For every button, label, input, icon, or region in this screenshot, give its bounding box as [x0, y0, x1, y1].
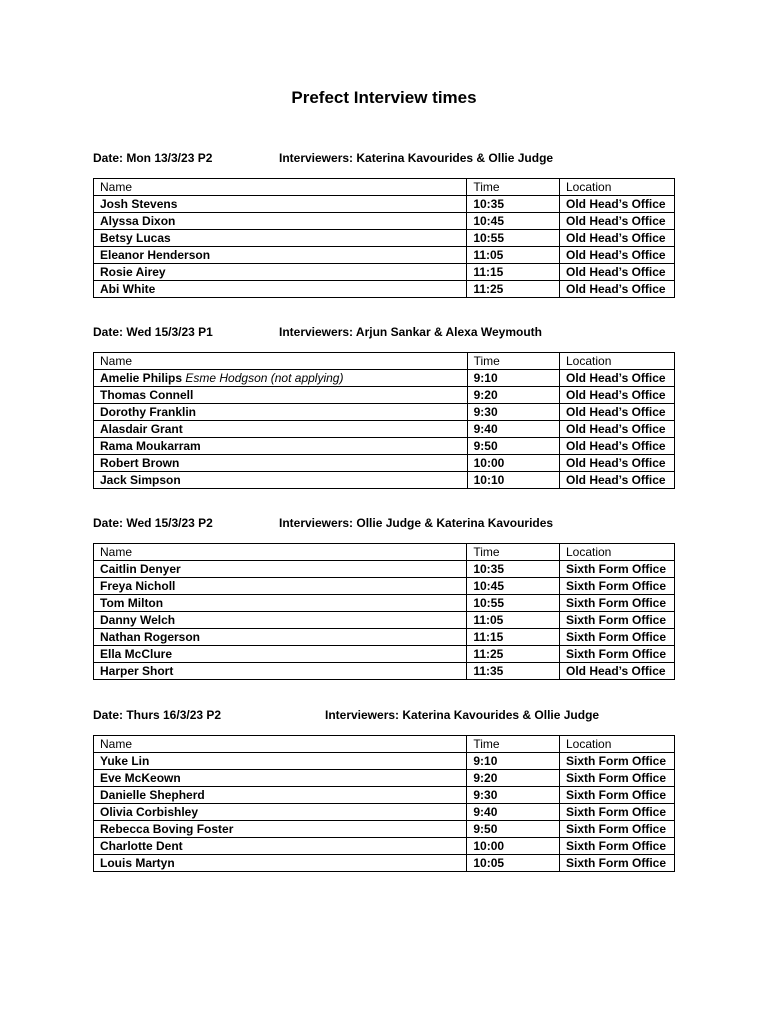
table-row: [94, 370, 675, 387]
location-cell: Sixth Form Office: [559, 595, 674, 612]
name-note: Esme Hodgson (not applying): [185, 371, 344, 385]
location-cell: Sixth Form Office: [559, 629, 674, 646]
column-header-time: Time: [467, 736, 560, 753]
time-cell: 11:05: [467, 612, 560, 629]
time-cell: 11:05: [467, 247, 560, 264]
location-cell: Old Head’s Office: [560, 230, 675, 247]
name-cell: Nathan Rogerson: [94, 629, 467, 646]
location-cell: Sixth Form Office: [560, 855, 675, 872]
table-row: [94, 838, 675, 855]
location-cell: Sixth Form Office: [560, 787, 675, 804]
page-title: Prefect Interview times: [291, 88, 477, 107]
name-cell: Olivia Corbishley: [94, 804, 467, 821]
table-row: [94, 421, 675, 438]
time-cell: 10:55: [467, 230, 560, 247]
table-row: [94, 578, 675, 595]
location-cell: Sixth Form Office: [560, 770, 675, 787]
table-row: [94, 281, 675, 298]
table-row: [94, 629, 675, 646]
time-cell: 10:45: [467, 213, 560, 230]
table-row: [94, 264, 675, 281]
location-cell: Sixth Form Office: [560, 753, 675, 770]
table-row: [94, 561, 675, 578]
time-cell: 10:55: [467, 595, 560, 612]
location-cell: Old Head’s Office: [560, 472, 675, 489]
column-header-name: Name: [94, 353, 468, 370]
name-cell: Danny Welch: [94, 612, 467, 629]
section-heading: [93, 707, 600, 723]
time-cell: 9:30: [467, 404, 559, 421]
time-cell: 10:00: [467, 455, 559, 472]
name-cell: Alyssa Dixon: [94, 213, 467, 230]
column-header-time: Time: [467, 544, 560, 561]
name-cell: Rosie Airey: [94, 264, 467, 281]
name-cell: Rebecca Boving Foster: [94, 821, 467, 838]
name-cell: [94, 370, 468, 387]
time-cell: 9:50: [467, 438, 559, 455]
name-cell: Jack Simpson: [94, 472, 468, 489]
name-cell: Ella McClure: [94, 646, 467, 663]
name-cell: Josh Stevens: [94, 196, 467, 213]
section-date: Date: Thurs 16/3/23 P2: [93, 708, 222, 722]
time-cell: 9:40: [467, 804, 560, 821]
table-row: [94, 472, 675, 489]
location-cell: Old Head’s Office: [560, 213, 675, 230]
table-row: [94, 196, 675, 213]
table-row: [94, 455, 675, 472]
location-cell: Old Head’s Office: [560, 196, 675, 213]
location-cell: Sixth Form Office: [559, 612, 674, 629]
location-cell: Sixth Form Office: [560, 804, 675, 821]
table-row: [94, 787, 675, 804]
section-interviewers: Interviewers: Ollie Judge & Katerina Kavourides: [279, 516, 554, 530]
interview-table: [93, 735, 675, 872]
location-cell: Sixth Form Office: [560, 821, 675, 838]
location-cell: Old Head’s Office: [560, 370, 675, 387]
table-header-row: [94, 736, 675, 753]
name-cell: Abi White: [94, 281, 467, 298]
name-cell: Louis Martyn: [94, 855, 467, 872]
column-header-time: Time: [467, 353, 559, 370]
time-cell: 9:40: [467, 421, 559, 438]
table-row: [94, 663, 675, 680]
location-cell: Sixth Form Office: [559, 578, 674, 595]
time-cell: 10:45: [467, 578, 560, 595]
time-cell: 11:35: [467, 663, 560, 680]
column-header-name: Name: [94, 544, 467, 561]
table-row: [94, 804, 675, 821]
location-cell: Sixth Form Office: [559, 646, 674, 663]
location-cell: Old Head’s Office: [560, 281, 675, 298]
interview-table: [93, 543, 675, 680]
column-header-name: Name: [94, 179, 467, 196]
section-date: Date: Mon 13/3/23 P2: [93, 151, 213, 165]
table-row: [94, 230, 675, 247]
name-cell: Tom Milton: [94, 595, 467, 612]
time-cell: 9:10: [467, 370, 559, 387]
time-cell: 9:30: [467, 787, 560, 804]
column-header-location: Location: [560, 736, 675, 753]
section-heading: [93, 324, 542, 340]
column-header-location: Location: [560, 353, 675, 370]
time-cell: 11:15: [467, 264, 560, 281]
column-header-time: Time: [467, 179, 560, 196]
table-row: [94, 595, 675, 612]
time-cell: 11:15: [467, 629, 560, 646]
table-row: [94, 821, 675, 838]
name-cell: Harper Short: [94, 663, 467, 680]
section-date: Date: Wed 15/3/23 P1: [93, 325, 213, 339]
time-cell: 11:25: [467, 281, 560, 298]
table-header-row: [94, 353, 675, 370]
column-header-name: Name: [94, 736, 467, 753]
name-cell: Thomas Connell: [94, 387, 468, 404]
section-interviewers: Interviewers: Katerina Kavourides & Ollie Judge: [279, 151, 554, 165]
location-cell: Old Head’s Office: [560, 421, 675, 438]
table-header-row: [94, 179, 675, 196]
name-cell: Caitlin Denyer: [94, 561, 467, 578]
time-cell: 10:35: [467, 196, 560, 213]
table-row: [94, 387, 675, 404]
section-interviewers: Interviewers: Katerina Kavourides & Ollie Judge: [325, 708, 600, 722]
name-cell: Rama Moukarram: [94, 438, 468, 455]
table-row: [94, 247, 675, 264]
time-cell: 9:20: [467, 387, 559, 404]
location-cell: Old Head’s Office: [560, 247, 675, 264]
column-header-location: Location: [560, 179, 675, 196]
time-cell: 10:05: [467, 855, 560, 872]
interview-table: [93, 352, 675, 489]
interview-table: [93, 178, 675, 298]
time-cell: 10:35: [467, 561, 560, 578]
table-header-row: [94, 544, 675, 561]
location-cell: Old Head’s Office: [559, 663, 674, 680]
time-cell: 9:10: [467, 753, 560, 770]
name-cell: Alasdair Grant: [94, 421, 468, 438]
time-cell: 9:50: [467, 821, 560, 838]
table-row: [94, 612, 675, 629]
table-row: [94, 213, 675, 230]
location-cell: Old Head’s Office: [560, 404, 675, 421]
name-cell: Eleanor Henderson: [94, 247, 467, 264]
time-cell: 11:25: [467, 646, 560, 663]
location-cell: Old Head’s Office: [560, 455, 675, 472]
section-interviewers: Interviewers: Arjun Sankar & Alexa Weymouth: [279, 325, 542, 339]
student-name: Amelie Philips: [100, 371, 183, 385]
time-cell: 10:10: [467, 472, 559, 489]
name-cell: Freya Nicholl: [94, 578, 467, 595]
name-cell: Betsy Lucas: [94, 230, 467, 247]
section-date: Date: Wed 15/3/23 P2: [93, 516, 213, 530]
name-cell: Robert Brown: [94, 455, 468, 472]
table-row: [94, 855, 675, 872]
name-cell: Danielle Shepherd: [94, 787, 467, 804]
section-heading: [93, 150, 554, 166]
section-heading: [93, 515, 554, 531]
location-cell: Sixth Form Office: [559, 561, 674, 578]
location-cell: Old Head’s Office: [560, 387, 675, 404]
table-row: [94, 646, 675, 663]
name-cell: Eve McKeown: [94, 770, 467, 787]
table-row: [94, 753, 675, 770]
name-cell: Dorothy Franklin: [94, 404, 468, 421]
table-row: [94, 770, 675, 787]
location-cell: Sixth Form Office: [560, 838, 675, 855]
location-cell: Old Head’s Office: [560, 264, 675, 281]
time-cell: 9:20: [467, 770, 560, 787]
time-cell: 10:00: [467, 838, 560, 855]
name-cell: Charlotte Dent: [94, 838, 467, 855]
name-cell: Yuke Lin: [94, 753, 467, 770]
table-row: [94, 438, 675, 455]
table-row: [94, 404, 675, 421]
column-header-location: Location: [559, 544, 674, 561]
location-cell: Old Head’s Office: [560, 438, 675, 455]
